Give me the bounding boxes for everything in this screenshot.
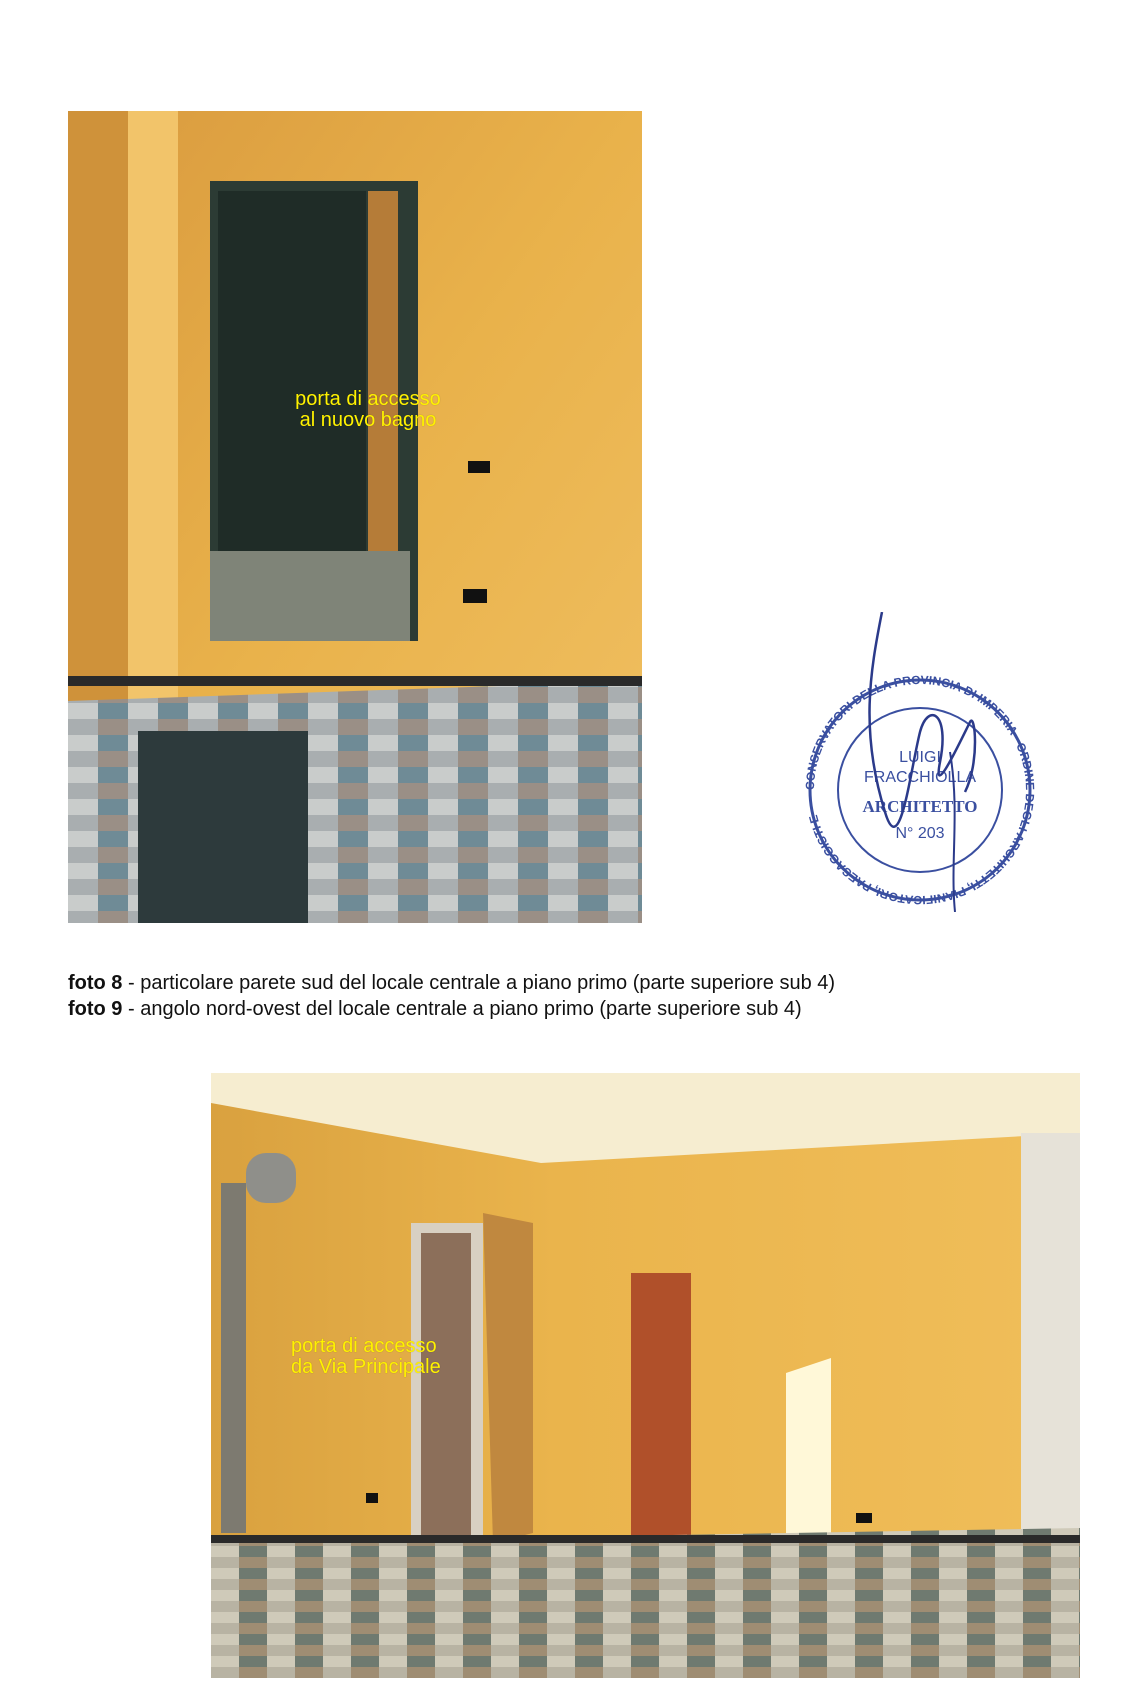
architect-stamp bbox=[800, 612, 1040, 912]
stamp-number: N° 203 bbox=[895, 825, 945, 842]
photo-8-label-line2: al nuovo bagno bbox=[299, 409, 437, 431]
photo-8 bbox=[68, 111, 642, 923]
caption-foto-8-text: - particolare parete sud del locale centrale a piano primo (parte superiore sub 4) bbox=[122, 972, 836, 994]
caption-foto-9-text: - angolo nord-ovest del locale centrale a piano primo (parte superiore sub 4) bbox=[122, 998, 802, 1020]
caption-foto-9-number: foto 9 bbox=[68, 998, 123, 1020]
photo-8-label-line1: porta di accesso bbox=[295, 388, 441, 410]
signature-icon bbox=[870, 612, 975, 827]
photo-9-label bbox=[291, 1336, 591, 1378]
caption-foto-9 bbox=[68, 996, 1068, 1022]
caption-foto-8-number: foto 8 bbox=[68, 972, 123, 994]
stamp-ring-text: CONSERVATORI DELLA PROVINCIA DI IMPERIA · ORDINE DEGLI ARCHITETTI, PIANIFICATORI, PAESAGGISTI E bbox=[802, 672, 1038, 908]
stamp-title: ARCHITETTO bbox=[862, 797, 978, 816]
stamp-name-line1: LUIGI bbox=[899, 749, 941, 766]
photo-9-label-line1: porta di accesso bbox=[291, 1335, 437, 1357]
photo-8-image bbox=[68, 111, 642, 923]
stamp-seal-icon bbox=[800, 612, 1040, 912]
caption-foto-8 bbox=[68, 970, 1068, 996]
photo-captions bbox=[68, 970, 1068, 1022]
photo-8-label bbox=[218, 389, 518, 431]
photo-9-label-line2: da Via Principale bbox=[291, 1356, 441, 1378]
stamp-name-line2: FRACCHIOLLA bbox=[863, 769, 977, 786]
photo-9 bbox=[211, 1073, 1080, 1678]
